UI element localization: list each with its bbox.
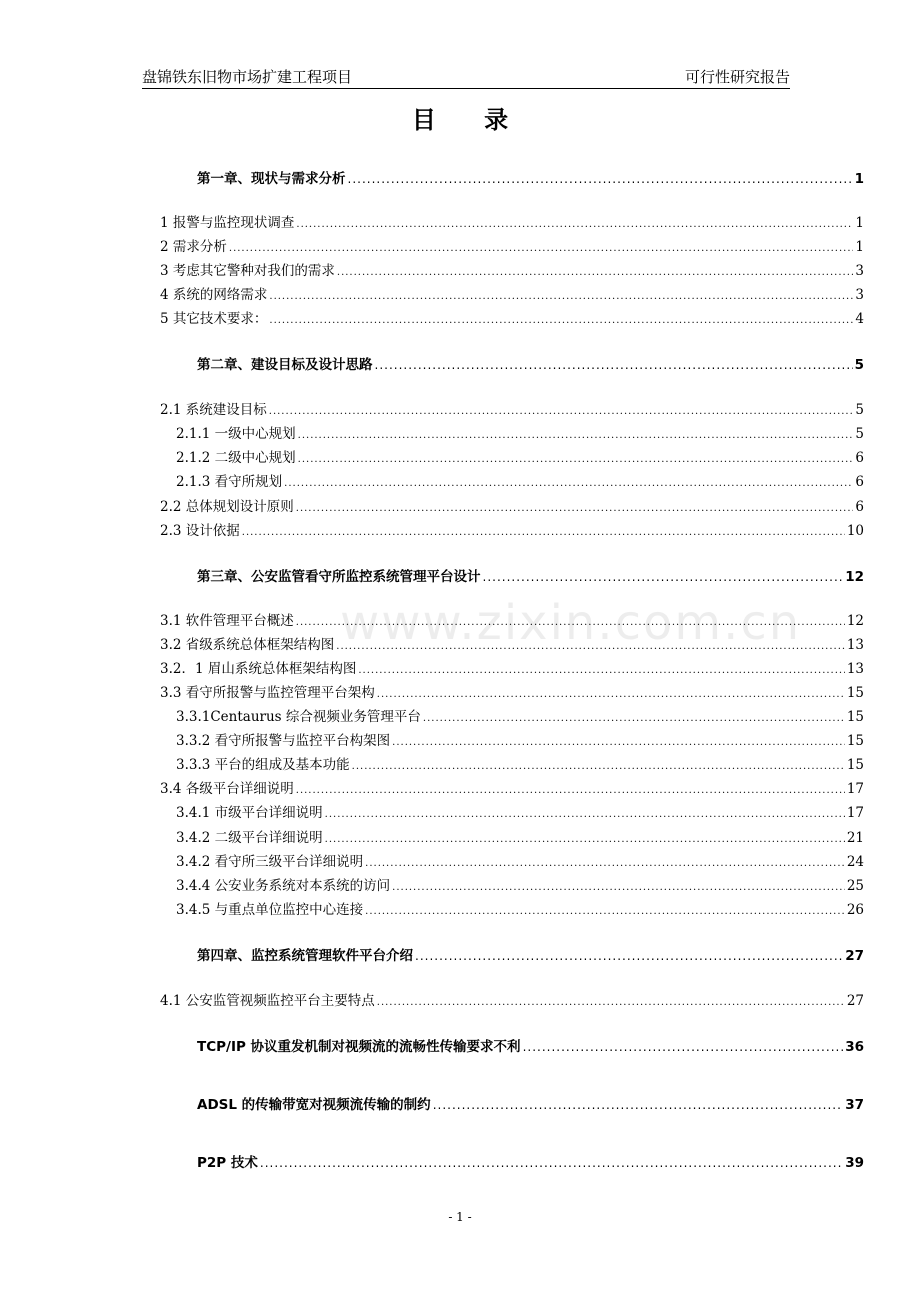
toc-entry[interactable]: [176, 422, 864, 440]
toc-entry-label: 2.2 总体规划设计原则: [160, 499, 294, 515]
toc-entry[interactable]: [176, 801, 864, 819]
header-report-type: 可行性研究报告: [684, 68, 790, 86]
toc-entry-label: 3.2 省级系统总体框架结构图: [160, 637, 335, 653]
page-header: [142, 66, 790, 89]
toc-entry[interactable]: [160, 657, 864, 675]
toc-page-number: 5: [855, 426, 864, 442]
toc-page-number: 15: [846, 685, 864, 701]
toc-entry-label: 第一章、现状与需求分析: [197, 171, 346, 187]
toc-entry[interactable]: [176, 850, 864, 868]
toc-page-number: 36: [845, 1039, 864, 1055]
toc-entry-label: 第二章、建设目标及设计思路: [197, 357, 373, 373]
toc-entry-label: 5 其它技术要求：: [160, 311, 268, 327]
toc-page-number: 39: [845, 1155, 864, 1171]
page-number-footer: - 1 -: [448, 1210, 472, 1224]
toc-entry[interactable]: [176, 729, 864, 747]
toc-entry-label: 2 需求分析: [160, 239, 227, 255]
toc-entry[interactable]: [176, 446, 864, 464]
toc-entry[interactable]: [176, 470, 864, 488]
toc-entry-bold[interactable]: [197, 1035, 864, 1055]
toc-entry-label: ADSL 的传输带宽对视频流传输的制约: [197, 1097, 431, 1113]
toc-entry-label: 2.1.1 一级中心规划: [176, 426, 296, 442]
toc-entry[interactable]: [176, 898, 864, 916]
toc-entry-label: 2.1.3 看守所规划: [176, 474, 283, 490]
toc-page-number: 5: [855, 402, 864, 418]
toc-entry-label: 3.4.4 公安业务系统对本系统的访问: [176, 878, 391, 894]
toc-entry-label: 3 考虑其它警种对我们的需求: [160, 263, 335, 279]
toc-page-number: 27: [845, 948, 864, 964]
toc-page-number: 15: [846, 709, 864, 725]
toc-page-number: 25: [846, 878, 864, 894]
toc-page-number: 10: [846, 523, 864, 539]
toc-page-number: 1: [854, 171, 864, 187]
toc-entry-label: 2.1.2 二级中心规划: [176, 450, 296, 466]
toc-page-number: 13: [846, 637, 864, 653]
toc-page-number: 6: [855, 474, 864, 490]
toc-page-number: 37: [845, 1097, 864, 1113]
toc-page-number: 1: [855, 239, 864, 255]
toc-entry[interactable]: [160, 259, 864, 277]
toc-entry[interactable]: [160, 519, 864, 537]
toc-title: 目 录: [411, 106, 529, 134]
toc-entry-label: 3.3.3 平台的组成及基本功能: [176, 757, 350, 773]
toc-chapter-1[interactable]: [197, 167, 864, 187]
toc-page-number: 17: [846, 781, 864, 797]
toc-chapter-3[interactable]: [197, 565, 864, 585]
toc-entry-bold[interactable]: [197, 1151, 864, 1171]
toc-page-number: 6: [855, 499, 864, 515]
toc-entry[interactable]: [160, 211, 864, 229]
toc-entry-label: 2.1 系统建设目标: [160, 402, 267, 418]
toc-entry-label: 4 系统的网络需求: [160, 287, 268, 303]
toc-page-number: 15: [846, 733, 864, 749]
toc-entry-label: 3.4 各级平台详细说明: [160, 781, 294, 797]
toc-page-number: 3: [855, 263, 864, 279]
toc-entry[interactable]: [160, 681, 864, 699]
toc-entry-label: 3.3.2 看守所报警与监控平台构架图: [176, 733, 391, 749]
toc-entry-label: 3.3.1Centaurus 综合视频业务管理平台: [176, 709, 421, 725]
toc-page-number: 27: [846, 993, 864, 1009]
toc-entry[interactable]: [160, 283, 864, 301]
toc-entry-label: TCP/IP 协议重发机制对视频流的流畅性传输要求不利: [197, 1039, 521, 1055]
toc-page-number: 24: [846, 854, 864, 870]
toc-entry[interactable]: [176, 874, 864, 892]
toc-entry-label: 3.4.2 看守所三级平台详细说明: [176, 854, 364, 870]
toc-page-number: 21: [846, 830, 864, 846]
toc-entry[interactable]: [160, 235, 864, 253]
toc-entry[interactable]: [160, 777, 864, 795]
toc-entry[interactable]: [160, 989, 864, 1007]
toc-page-number: 15: [846, 757, 864, 773]
toc-entry-label: P2P 技术: [197, 1155, 258, 1171]
toc-entry-label: 第四章、监控系统管理软件平台介绍: [197, 948, 413, 964]
toc-page-number: 5: [854, 357, 864, 373]
toc-entry[interactable]: [160, 609, 864, 627]
toc-page-number: 4: [855, 311, 864, 327]
toc-page-number: 26: [846, 902, 864, 918]
toc-entry-label: 3.1 软件管理平台概述: [160, 613, 294, 629]
toc-chapter-4[interactable]: [197, 944, 864, 964]
toc-page-number: 3: [855, 287, 864, 303]
watermark: www.zixin.com.cn: [340, 595, 802, 651]
toc-page-number: 12: [846, 613, 864, 629]
toc-entry-label: 3.4.1 市级平台详细说明: [176, 805, 323, 821]
header-project-name: 盘锦铁东旧物市场扩建工程项目: [142, 68, 353, 86]
toc-page-number: 13: [846, 661, 864, 677]
toc-entry-bold[interactable]: [197, 1093, 864, 1113]
toc-entry[interactable]: [160, 633, 864, 651]
toc-entry-label: 3.4.2 二级平台详细说明: [176, 830, 323, 846]
toc-entry[interactable]: [176, 753, 864, 771]
toc-entry-label: 3.4.5 与重点单位监控中心连接: [176, 902, 364, 918]
toc-page-number: 17: [846, 805, 864, 821]
toc-entry[interactable]: [176, 826, 864, 844]
toc-entry[interactable]: [176, 705, 864, 723]
toc-entry[interactable]: [160, 495, 864, 513]
toc-entry-label: 2.3 设计依据: [160, 523, 240, 539]
toc-entry[interactable]: [160, 398, 864, 416]
toc-page-number: 1: [855, 215, 864, 231]
toc-chapter-2[interactable]: [197, 353, 864, 373]
toc-entry-label: 4.1 公安监管视频监控平台主要特点: [160, 993, 375, 1009]
toc-page-number: 12: [845, 569, 864, 585]
toc-entry-label: 3.2．1 眉山系统总体框架结构图: [160, 661, 357, 677]
toc-entry-label: 第三章、公安监管看守所监控系统管理平台设计: [197, 569, 481, 585]
toc-entry[interactable]: [160, 307, 864, 325]
toc-entry-label: 3.3 看守所报警与监控管理平台架构: [160, 685, 375, 701]
toc-entry-label: 1 报警与监控现状调查: [160, 215, 295, 231]
toc-page-number: 6: [855, 450, 864, 466]
